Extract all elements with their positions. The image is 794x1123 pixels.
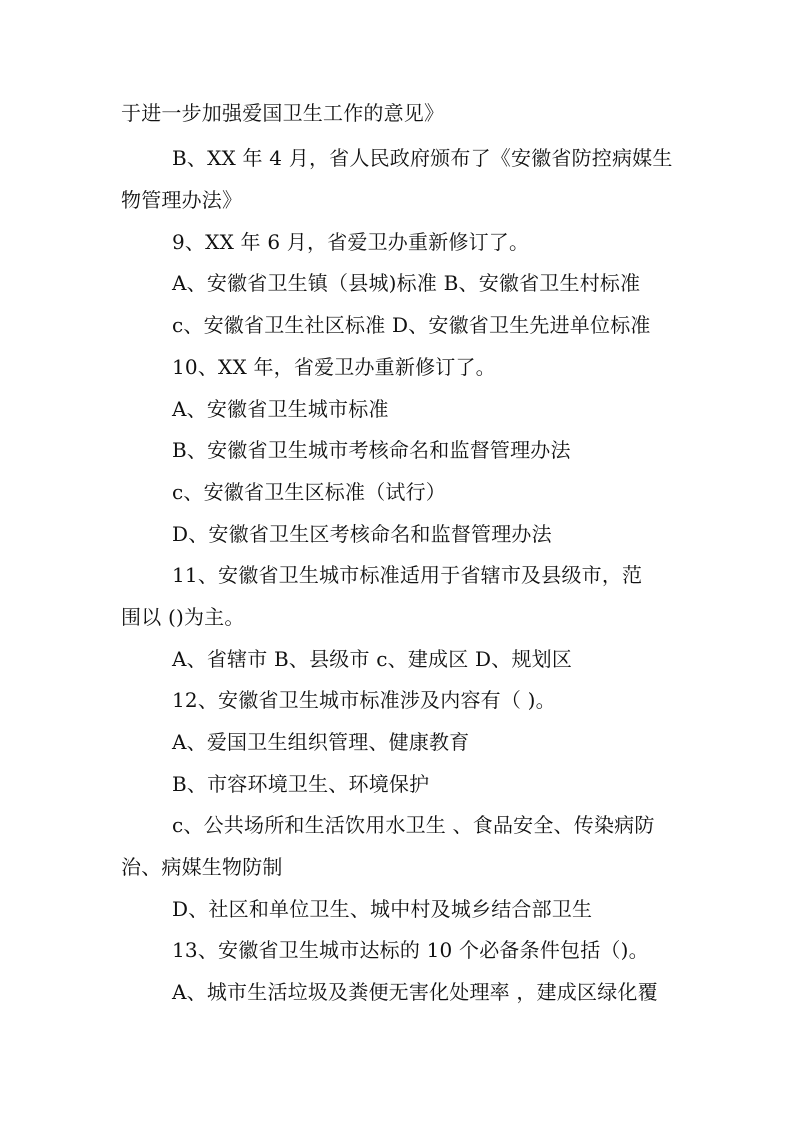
- text-line: 9、XX 年 6 月，省爱卫办重新修订了。: [172, 230, 530, 254]
- text-line: 物管理办法》: [121, 188, 243, 212]
- text-line: A、爱国卫生组织管理、健康教育: [172, 730, 470, 754]
- text-line: A、城市生活垃圾及粪便无害化处理率 ，建成区绿化覆: [172, 980, 658, 1004]
- text-line: B、XX 年 4 月，省人民政府颁布了《安徽省防控病媒生: [172, 146, 673, 170]
- text-line: A、安徽省卫生城市标准: [172, 397, 389, 421]
- text-line: 11、安徽省卫生城市标准适用于省辖市及县级市，范: [172, 563, 643, 587]
- text-line: c、安徽省卫生社区标准 D、安徽省卫生先进单位标准: [172, 313, 651, 337]
- text-line: c、公共场所和生活饮用水卫生 、食品安全、传染病防: [172, 813, 655, 837]
- text-line: D、社区和单位卫生、城中村及城乡结合部卫生: [172, 897, 593, 921]
- text-line: 13、安徽省卫生城市达标的 10 个必备条件包括（)。: [172, 938, 649, 962]
- text-line: 于进一步加强爱国卫生工作的意见》: [121, 101, 445, 125]
- text-line: 围以 ()为主。: [121, 605, 245, 629]
- text-line: 治、病媒生物防制: [121, 855, 283, 879]
- text-line: 12、安徽省卫生城市标准涉及内容有（ )。: [172, 688, 556, 712]
- text-line: A、安徽省卫生镇（县城)标准 B、安徽省卫生村标准: [172, 271, 641, 295]
- text-line: 10、XX 年，省爱卫办重新修订了。: [172, 355, 496, 379]
- text-line: D、安徽省卫生区考核命名和监督管理办法: [172, 522, 552, 546]
- text-line: c、安徽省卫生区标准（试行）: [172, 480, 447, 504]
- text-line: A、省辖市 B、县级市 c、建成区 D、规划区: [172, 647, 573, 671]
- text-line: B、安徽省卫生城市考核命名和监督管理办法: [172, 438, 571, 462]
- text-line: B、市容环境卫生、环境保护: [172, 772, 430, 796]
